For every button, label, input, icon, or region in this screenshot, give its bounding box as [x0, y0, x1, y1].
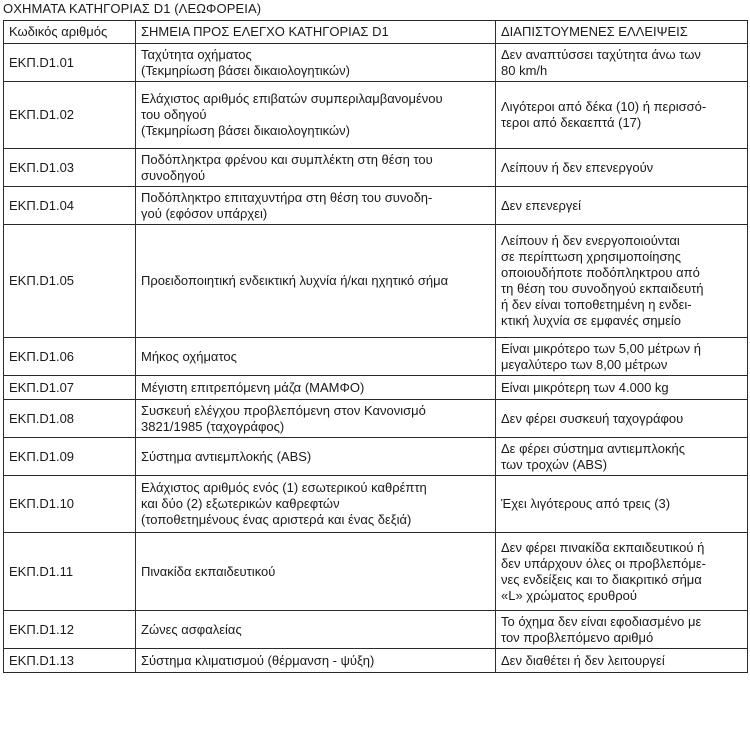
- row-check-point: Σύστημα κλιματισμού (θέρμανση - ψύξη): [136, 649, 496, 673]
- row-code: ΕΚΠ.D1.04: [4, 187, 136, 225]
- row-defect: Είναι μικρότερο των 5,00 μέτρων ή μεγαλύτερο των 8,00 μέτρων: [496, 338, 748, 376]
- row-defect: Το όχημα δεν είναι εφοδιασμένο με τον προβλεπόμενο αριθμό: [496, 611, 748, 649]
- row-check-point: Ζώνες ασφαλείας: [136, 611, 496, 649]
- row-defect: Δεν φέρει πινακίδα εκπαιδευτικού ή δεν υπάρχουν όλες οι προβλεπόμε- νες ενδείξεις και το διακριτικό σήμα «L» χρώματος ερυθρού: [496, 533, 748, 611]
- row-defect: Δεν επενεργεί: [496, 187, 748, 225]
- table-row: [4, 533, 748, 611]
- row-code: ΕΚΠ.D1.09: [4, 438, 136, 476]
- row-code: ΕΚΠ.D1.08: [4, 400, 136, 438]
- header-check-point: ΣΗΜΕΙΑ ΠΡΟΣ ΕΛΕΓΧΟ ΚΑΤΗΓΟΡΙΑΣ D1: [136, 21, 496, 44]
- row-check-point: Μήκος οχήματος: [136, 338, 496, 376]
- table-row: [4, 187, 748, 225]
- row-check-point: Μέγιστη επιτρεπόμενη μάζα (ΜΑΜΦΟ): [136, 376, 496, 400]
- table-row: [4, 476, 748, 533]
- row-defect: Δεν διαθέτει ή δεν λειτουργεί: [496, 649, 748, 673]
- row-code: ΕΚΠ.D1.11: [4, 533, 136, 611]
- row-check-point: Ταχύτητα οχήματος (Τεκμηρίωση βάσει δικαιολογητικών): [136, 44, 496, 82]
- header-code: Κωδικός αριθμός: [4, 21, 136, 44]
- row-code: ΕΚΠ.D1.07: [4, 376, 136, 400]
- table-row: [4, 149, 748, 187]
- row-defect: Έχει λιγότερους από τρεις (3): [496, 476, 748, 533]
- row-check-point: Συσκευή ελέγχου προβλεπόμενη στον Κανονισμό 3821/1985 (ταχογράφος): [136, 400, 496, 438]
- table-row: [4, 611, 748, 649]
- row-code: ΕΚΠ.D1.01: [4, 44, 136, 82]
- row-code: ΕΚΠ.D1.05: [4, 225, 136, 338]
- row-code: ΕΚΠ.D1.13: [4, 649, 136, 673]
- row-code: ΕΚΠ.D1.12: [4, 611, 136, 649]
- row-check-point: Προειδοποιητική ενδεικτική λυχνία ή/και ηχητικό σήμα: [136, 225, 496, 338]
- row-defect: Είναι μικρότερη των 4.000 kg: [496, 376, 748, 400]
- table-row: [4, 225, 748, 338]
- row-check-point: Ποδόπληκτρα φρένου και συμπλέκτη στη θέση του συνοδηγού: [136, 149, 496, 187]
- row-defect: Λείπουν ή δεν επενεργούν: [496, 149, 748, 187]
- table-row: [4, 438, 748, 476]
- row-defect: Λιγότεροι από δέκα (10) ή περισσό- τεροι από δεκαεπτά (17): [496, 82, 748, 149]
- row-code: ΕΚΠ.D1.02: [4, 82, 136, 149]
- table-row: [4, 82, 748, 149]
- table-row: [4, 338, 748, 376]
- table-row: [4, 649, 748, 673]
- row-check-point: Σύστημα αντιεμπλοκής (ABS): [136, 438, 496, 476]
- table-row: [4, 44, 748, 82]
- row-check-point: Ελάχιστος αριθμός επιβατών συμπεριλαμβανομένου του οδηγού (Τεκμηρίωση βάσει δικαιολογητικών): [136, 82, 496, 149]
- inspection-table: [3, 20, 748, 673]
- page-title: ΟΧΗΜΑΤΑ ΚΑΤΗΓΟΡΙΑΣ D1 (ΛΕΩΦΟΡΕΙΑ): [3, 1, 262, 16]
- row-code: ΕΚΠ.D1.03: [4, 149, 136, 187]
- row-defect: Δε φέρει σύστημα αντιεμπλοκής των τροχών (ABS): [496, 438, 748, 476]
- table-row: [4, 400, 748, 438]
- row-code: ΕΚΠ.D1.10: [4, 476, 136, 533]
- row-check-point: Πινακίδα εκπαιδευτικού: [136, 533, 496, 611]
- table-row: [4, 376, 748, 400]
- header-defects: ΔΙΑΠΙΣΤΟΥΜΕΝΕΣ ΕΛΛΕΙΨΕΙΣ: [496, 21, 748, 44]
- table-header-row: [4, 21, 748, 44]
- row-defect: Δεν φέρει συσκευή ταχογράφου: [496, 400, 748, 438]
- row-check-point: Ελάχιστος αριθμός ενός (1) εσωτερικού καθρέπτη και δύο (2) εξωτερικών καθρεφτών (τοποθετημένους ένας αριστερά και ένας δεξιά): [136, 476, 496, 533]
- row-code: ΕΚΠ.D1.06: [4, 338, 136, 376]
- row-check-point: Ποδόπληκτρο επιταχυντήρα στη θέση του συνοδη- γού (εφόσον υπάρχει): [136, 187, 496, 225]
- row-defect: Δεν αναπτύσσει ταχύτητα άνω των 80 km/h: [496, 44, 748, 82]
- row-defect: Λείπουν ή δεν ενεργοποιούνται σε περίπτωση χρησιμοποίησης οποιουδήποτε ποδόπληκτρου από τη θέση του συνοδηγού εκπαιδευτή ή δεν είναι τοποθετημένη η ενδει- κτική λυχνία σε εμφανές σημείο: [496, 225, 748, 338]
